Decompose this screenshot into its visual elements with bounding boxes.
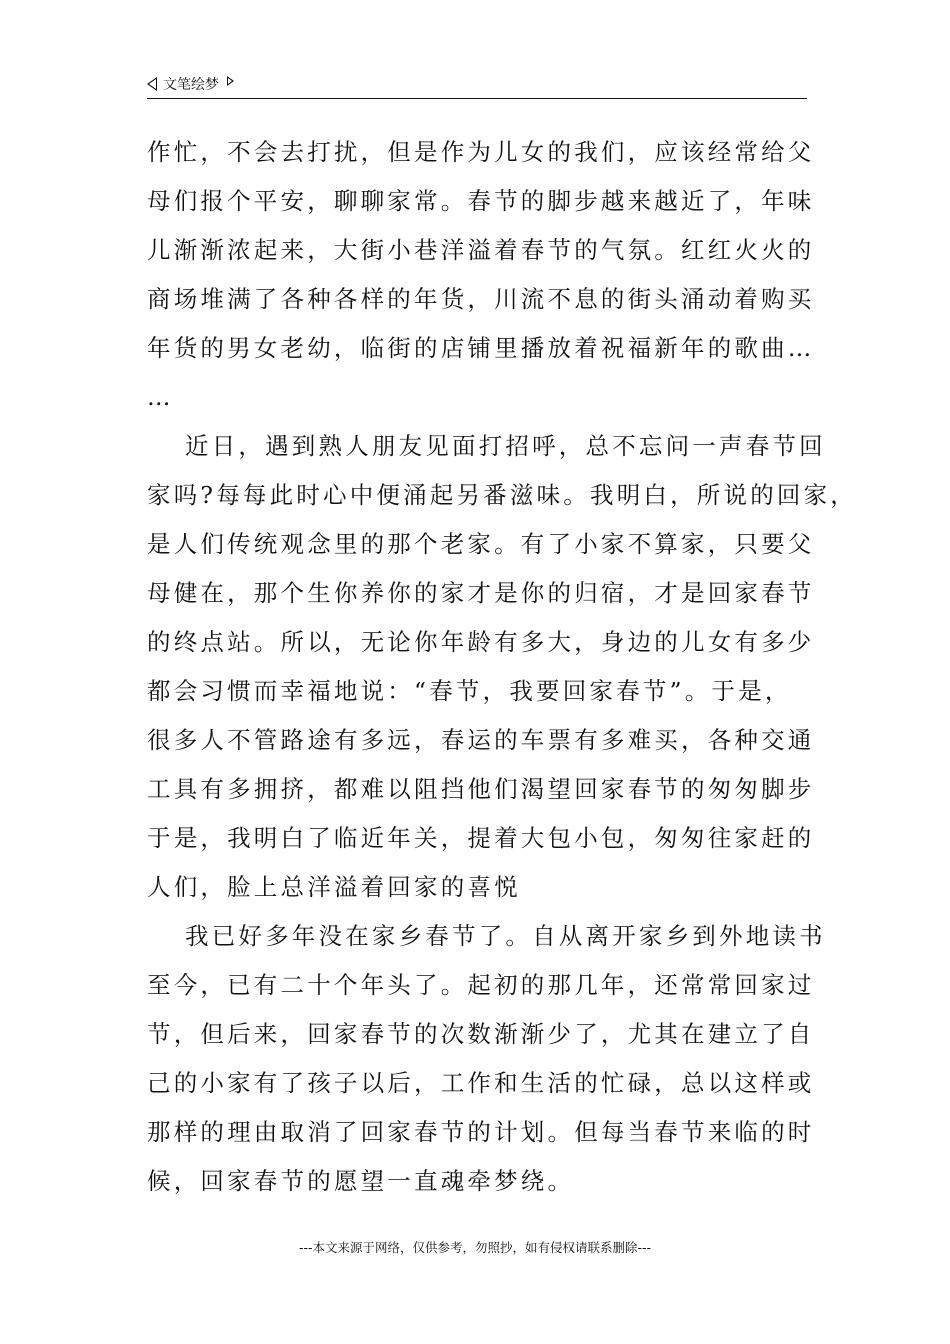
text-line: 我已好多年没在家乡春节了。自从离开家乡到外地读书	[185, 922, 826, 950]
triangle-left-icon	[147, 77, 157, 91]
text-line: 是人们传统观念里的那个老家。有了小家不算家，只要父	[147, 530, 815, 558]
text-line: 那样的理由取消了回家春节的计划。但每当春节来临的时	[147, 1118, 815, 1146]
page-header	[147, 74, 807, 98]
page-footer: ---本文来源于网络，仅供参考，勿照抄，如有侵权请联系删除---	[298, 1240, 652, 1255]
text-line: 近日，遇到熟人朋友见面打招呼，总不忘问一声春节回	[185, 432, 826, 460]
text-line: …	[147, 383, 174, 411]
text-line: 作忙，不会去打扰，但是作为儿女的我们，应该经常给父	[147, 138, 815, 166]
text-line: 节，但后来，回家春节的次数渐渐少了，尤其在建立了自	[147, 1020, 815, 1048]
text-line: 工具有多拥挤，都难以阻挡他们渴望回家春节的匆匆脚步	[147, 775, 815, 803]
text-line: 至今，已有二十个年头了。起初的那几年，还常常回家过	[147, 971, 815, 999]
text-line: 儿渐渐浓起来，大街小巷洋溢着春节的气氛。红红火火的	[147, 236, 815, 264]
text-line: 很多人不管路途有多远，春运的车票有多难买，各种交通	[147, 726, 815, 754]
text-line: 年货的男女老幼，临街的店铺里播放着祝福新年的歌曲…	[147, 334, 815, 362]
header-divider	[147, 98, 807, 99]
text-line: 己的小家有了孩子以后，工作和生活的忙碌，总以这样或	[147, 1069, 815, 1097]
text-line: 都会习惯而幸福地说：“春节，我要回家春节”。于是，	[147, 677, 792, 705]
document-body	[147, 128, 857, 1206]
text-line: 商场堆满了各种各样的年货，川流不息的街头涌动着购买	[147, 285, 815, 313]
text-line: 家吗?每每此时心中便涌起另番滋味。我明白，所说的回家，	[147, 481, 857, 509]
text-line: 母健在，那个生你养你的家才是你的归宿，才是回家春节	[147, 579, 815, 607]
text-line: 于是，我明白了临近年关，提着大包小包，匆匆往家赶的	[147, 824, 815, 852]
triangle-right-icon	[227, 76, 234, 86]
text-line: 的终点站。所以，无论你年龄有多大，身边的儿女有多少	[147, 628, 815, 656]
text-line: 母们报个平安，聊聊家常。春节的脚步越来越近了，年味	[147, 187, 815, 215]
text-line: 候，回家春节的愿望一直魂牵梦绕。	[147, 1167, 575, 1195]
text-line: 人们，脸上总洋溢着回家的喜悦	[147, 873, 521, 901]
header-title: 文笔绘梦	[163, 77, 219, 93]
